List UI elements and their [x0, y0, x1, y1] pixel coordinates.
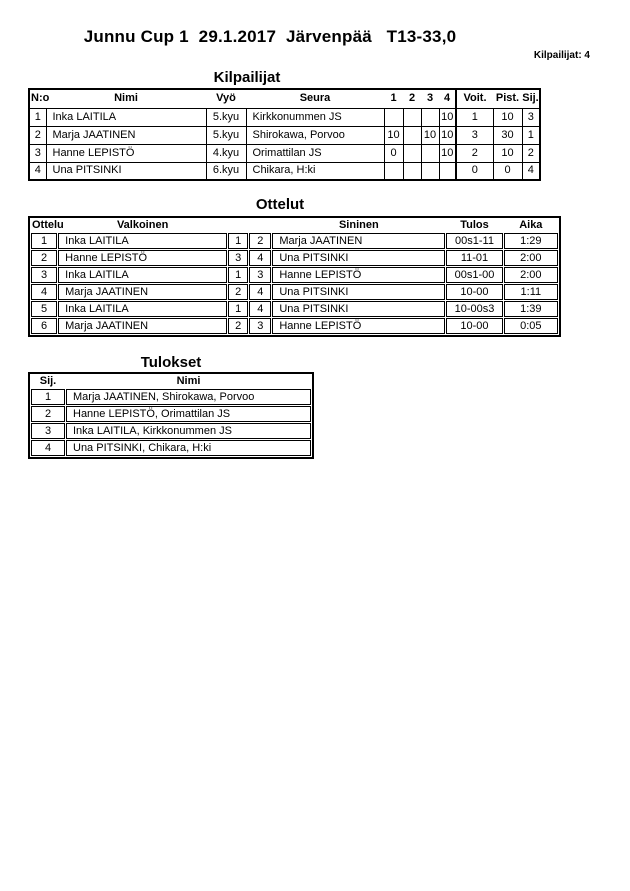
cell-blue-number: 3	[249, 318, 271, 334]
cell-match1	[384, 108, 403, 126]
cell-score: 10-00	[446, 284, 502, 300]
cell-blue-number: 4	[249, 301, 271, 317]
cell-voit: 2	[456, 144, 493, 162]
competitors-count-label: Kilpailijat: 4	[533, 50, 590, 61]
cell-score: 10-00s3	[446, 301, 502, 317]
cell-sij: 1	[522, 126, 540, 144]
matches-section-heading: Ottelut	[255, 196, 305, 213]
result-row	[31, 440, 311, 456]
cell-blue-number: 2	[249, 233, 271, 249]
cell-seura: Kirkkonummen JS	[246, 108, 384, 126]
col-header-seura: Seura	[299, 92, 331, 105]
cell-match1	[384, 162, 403, 180]
results-section-heading: Tulokset	[140, 354, 202, 371]
cell-vyo: 4.kyu	[206, 144, 246, 162]
col-header-ottelu: Ottelu	[32, 219, 64, 231]
cell-blue-number: 4	[249, 250, 271, 266]
cell-match2	[403, 126, 421, 144]
cell-match-number: 1	[31, 233, 57, 249]
col-header-pist: Pist.	[495, 92, 520, 105]
col-header-sininen: Sininen	[338, 219, 379, 231]
competitors-table	[28, 88, 541, 181]
cell-no: 2	[29, 126, 46, 144]
cell-match1: 0	[384, 144, 403, 162]
cell-match-number: 6	[31, 318, 57, 334]
cell-time: 2:00	[504, 267, 558, 283]
cell-sij: 4	[522, 162, 540, 180]
cell-time: 1:29	[504, 233, 558, 249]
cell-place: 4	[31, 440, 65, 456]
cell-pist: 10	[493, 144, 522, 162]
cell-white-name: Hanne LEPISTÖ	[58, 250, 227, 266]
match-row	[31, 233, 558, 249]
cell-match3	[421, 162, 439, 180]
cell-no: 4	[29, 162, 46, 180]
cell-seura: Shirokawa, Porvoo	[246, 126, 384, 144]
cell-vyo: 5.kyu	[206, 126, 246, 144]
cell-voit: 3	[456, 126, 493, 144]
col-header-match1: 1	[390, 92, 397, 105]
cell-blue-number: 3	[249, 267, 271, 283]
cell-seura: Chikara, H:ki	[246, 162, 384, 180]
cell-match-number: 3	[31, 267, 57, 283]
cell-match3: 10	[421, 126, 439, 144]
cell-white-number: 1	[228, 267, 248, 283]
cell-match1: 10	[384, 126, 403, 144]
cell-blue-name: Hanne LEPISTÖ	[272, 318, 445, 334]
result-row	[31, 423, 311, 439]
cell-white-number: 1	[228, 301, 248, 317]
match-row	[31, 284, 558, 300]
match-row	[31, 318, 558, 334]
cell-nimi: Una PITSINKI	[46, 162, 206, 180]
cell-name-club: Marja JAATINEN, Shirokawa, Porvoo	[66, 389, 311, 405]
cell-white-number: 2	[228, 284, 248, 300]
cell-time: 0:05	[504, 318, 558, 334]
cell-match-number: 5	[31, 301, 57, 317]
match-row	[31, 267, 558, 283]
col-header-blue-number	[249, 219, 271, 232]
cell-vyo: 6.kyu	[206, 162, 246, 180]
cell-nimi: Inka LAITILA	[46, 108, 206, 126]
cell-voit: 0	[456, 162, 493, 180]
cell-white-name: Inka LAITILA	[58, 233, 227, 249]
cell-time: 2:00	[504, 250, 558, 266]
cell-match4	[439, 162, 456, 180]
cell-white-number: 1	[228, 233, 248, 249]
cell-white-name: Inka LAITILA	[58, 267, 227, 283]
cell-white-name: Inka LAITILA	[58, 301, 227, 317]
col-header-no: N:o	[31, 92, 50, 105]
cell-score: 00s1-11	[446, 233, 502, 249]
cell-blue-name: Una PITSINKI	[272, 250, 445, 266]
col-header-valkoinen: Valkoinen	[116, 219, 169, 231]
competitors-section-heading: Kilpailijat	[213, 69, 281, 86]
cell-score: 11-01	[446, 250, 502, 266]
cell-blue-number: 4	[249, 284, 271, 300]
col-header-match4: 4	[443, 92, 451, 105]
cell-place: 3	[31, 423, 65, 439]
cell-score: 10-00	[446, 318, 502, 334]
cell-score: 00s1-00	[446, 267, 502, 283]
col-header-tulos: Tulos	[460, 219, 489, 231]
cell-match4: 10	[439, 108, 456, 126]
result-row	[31, 406, 311, 422]
cell-name-club: Inka LAITILA, Kirkkonummen JS	[66, 423, 311, 439]
match-row	[31, 250, 558, 266]
cell-white-number: 3	[228, 250, 248, 266]
cell-seura: Orimattilan JS	[246, 144, 384, 162]
cell-match-number: 2	[31, 250, 57, 266]
cell-sij: 2	[522, 144, 540, 162]
col-header-sij: Sij.	[522, 92, 539, 105]
results-header-row	[31, 375, 311, 388]
cell-name-club: Hanne LEPISTÖ, Orimattilan JS	[66, 406, 311, 422]
cell-no: 3	[29, 144, 46, 162]
matches-table	[28, 216, 561, 337]
cell-sij: 3	[522, 108, 540, 126]
cell-match2	[403, 144, 421, 162]
competitor-row	[29, 126, 540, 144]
cell-blue-name: Marja JAATINEN	[272, 233, 445, 249]
cell-pist: 0	[493, 162, 522, 180]
col-header-nimi: Nimi	[114, 92, 138, 105]
col-header-voit: Voit.	[456, 89, 493, 108]
cell-nimi: Marja JAATINEN	[46, 126, 206, 144]
page-title: Junnu Cup 1 29.1.2017 Järvenpää T13-33,0	[83, 27, 457, 46]
result-row	[31, 389, 311, 405]
cell-pist: 10	[493, 108, 522, 126]
cell-match2	[403, 162, 421, 180]
col-header-vyo: Vyö	[216, 92, 236, 105]
col-header-aika: Aika	[519, 219, 543, 231]
cell-white-number: 2	[228, 318, 248, 334]
competitors-header-row	[29, 89, 540, 108]
col-header-nimi: Nimi	[176, 375, 201, 387]
matches-header-row	[31, 219, 558, 232]
cell-pist: 30	[493, 126, 522, 144]
col-header-match2: 2	[408, 92, 416, 105]
cell-vyo: 5.kyu	[206, 108, 246, 126]
cell-blue-name: Una PITSINKI	[272, 301, 445, 317]
cell-no: 1	[29, 108, 46, 126]
results-table	[28, 372, 314, 459]
cell-place: 2	[31, 406, 65, 422]
competitor-row	[29, 144, 540, 162]
cell-place: 1	[31, 389, 65, 405]
cell-match-number: 4	[31, 284, 57, 300]
col-header-match3: 3	[426, 92, 434, 105]
competitor-row	[29, 162, 540, 180]
cell-time: 1:39	[504, 301, 558, 317]
match-row	[31, 301, 558, 317]
cell-match3	[421, 108, 439, 126]
cell-match3	[421, 144, 439, 162]
cell-white-name: Marja JAATINEN	[58, 318, 227, 334]
competitor-row	[29, 108, 540, 126]
cell-match2	[403, 108, 421, 126]
cell-name-club: Una PITSINKI, Chikara, H:ki	[66, 440, 311, 456]
cell-voit: 1	[456, 108, 493, 126]
cell-blue-name: Hanne LEPISTÖ	[272, 267, 445, 283]
col-header-white-number	[228, 219, 248, 232]
col-header-sij: Sij.	[39, 375, 57, 387]
cell-time: 1:11	[504, 284, 558, 300]
cell-white-name: Marja JAATINEN	[58, 284, 227, 300]
cell-match4: 10	[439, 126, 456, 144]
cell-blue-name: Una PITSINKI	[272, 284, 445, 300]
cell-match4: 10	[439, 144, 456, 162]
cell-nimi: Hanne LEPISTÖ	[46, 144, 206, 162]
